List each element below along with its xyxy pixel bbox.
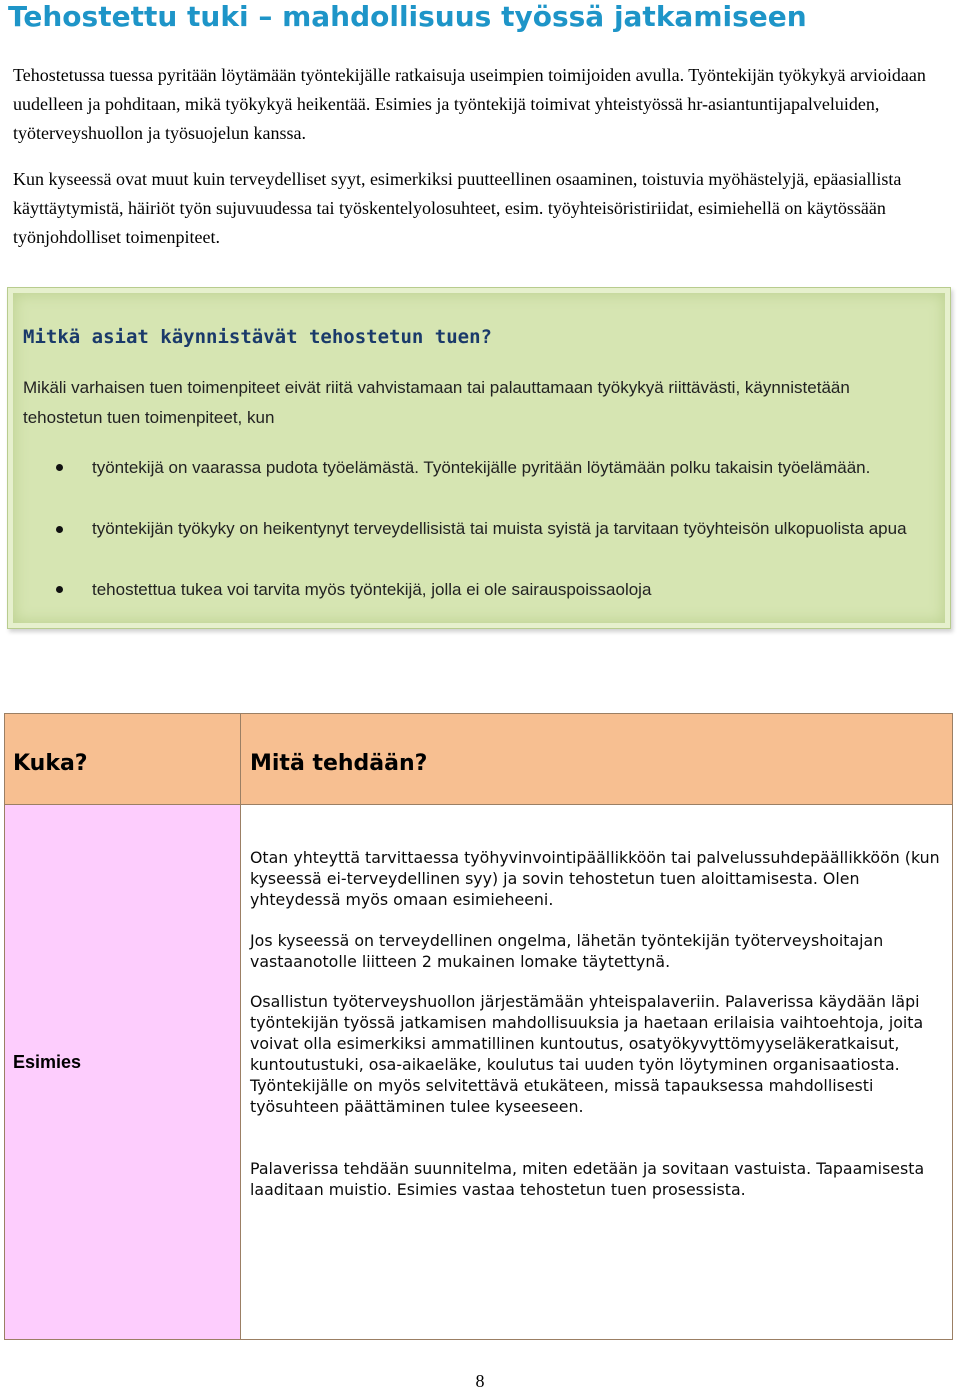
- callout-bullet-3: tehostettua tukea voi tarvita myös työntekijä, jolla ei ole sairauspoissaoloja: [92, 580, 652, 599]
- page-heading: Tehostettu tuki – mahdollisuus työssä jatkamiseen: [8, 0, 807, 33]
- table-role-label: Esimies: [13, 1052, 82, 1072]
- callout-bullet-1: työntekijä on vaarassa pudota työelämästä. Työntekijälle pyritään löytämään polku takaisin työelämään.: [92, 458, 871, 477]
- callout-title: Mitkä asiat käynnistävät tehostetun tuen?: [23, 326, 492, 348]
- bullet-icon: [56, 586, 63, 593]
- intro-paragraph-2: Kun kyseessä ovat muut kuin terveydelliset syyt, esimerkiksi puutteellinen osaaminen, toistuvia myöhästelyjä, epäasiallista käyttäytymistä, häiriöt työn sujuvuudessa tai työskentelyolosuhteet, esim. työyhteisöristiriidat, esimiehellä on käytössään työnjohdolliset toimenpiteet.: [13, 169, 902, 247]
- table-cell-paragraph-3: Osallistun työterveyshuollon järjestämään yhteispalaveriin. Palaverissa käydään läpi työntekijän työssä jatkamisen mahdollisuuksia ja haetaan erilaisia vaihtoehtoja, joita voivat olla esimerkiksi ammatillinen kuntoutus, osatyökyvyttömyyseläkeratkaisut, kuntoutustuki, osa-aikaeläke, koulutus tai uuden työn löytyminen organisaatiosta. Työntekijälle on myös selvitettävä etukäteen, missä tapauksessa mahdollisesti työsuhteen päättäminen tulee kyseeseen.: [250, 992, 924, 1116]
- table-header-what: Mitä tehdään?: [250, 751, 428, 776]
- bullet-icon: [56, 526, 63, 533]
- page-number: 8: [475, 1371, 485, 1391]
- table-column-divider: [240, 713, 241, 1340]
- intro-paragraph-1: Tehostetussa tuessa pyritään löytämään työntekijälle ratkaisuja useimpien toimijoiden avulla. Työntekijän työkykyä arvioidaan uudelleen ja pohditaan, mikä työkykyä heikentää. Esimies ja työntekijä toimivat yhteistyössä hr-asiantuntijapalveluiden, työterveyshuollon ja työsuojelun kanssa.: [13, 65, 926, 143]
- table-header-row: [4, 713, 953, 805]
- table-cell-paragraph-4: Palaverissa tehdään suunnitelma, miten edetään ja sovitaan vastuista. Tapaamisesta laaditaan muistio. Esimies vastaa tehostetun tuen prosessista.: [250, 1159, 925, 1199]
- callout-bullet-2: työntekijän työkyky on heikentynyt terveydellisistä tai muista syistä ja tarvitaan työyhteisön ulkopuolista apua: [92, 519, 907, 538]
- table-cell-paragraph-2: Jos kyseessä on terveydellinen ongelma, lähetän työntekijän työterveyshoitajan vastaanotolle liitteen 2 mukainen lomake täytettynä.: [250, 931, 884, 971]
- table-header-who: Kuka?: [13, 751, 88, 776]
- bullet-icon: [56, 464, 63, 471]
- callout-intro: Mikäli varhaisen tuen toimenpiteet eivät riitä vahvistamaan tai palauttamaan työkykyä riittävästi, käynnistetään tehostetun tuen toimenpiteet, kun: [23, 378, 850, 427]
- table-cell-paragraph-1: Otan yhteyttä tarvittaessa työhyvinvointipäällikköön tai palvelussuhdepäällikköön (kun kyseessä ei-terveydellinen syy) ja sovin tehostetun tuen aloittamisesta. Olen yhteydessä myös omaan esimieheeni.: [250, 848, 940, 909]
